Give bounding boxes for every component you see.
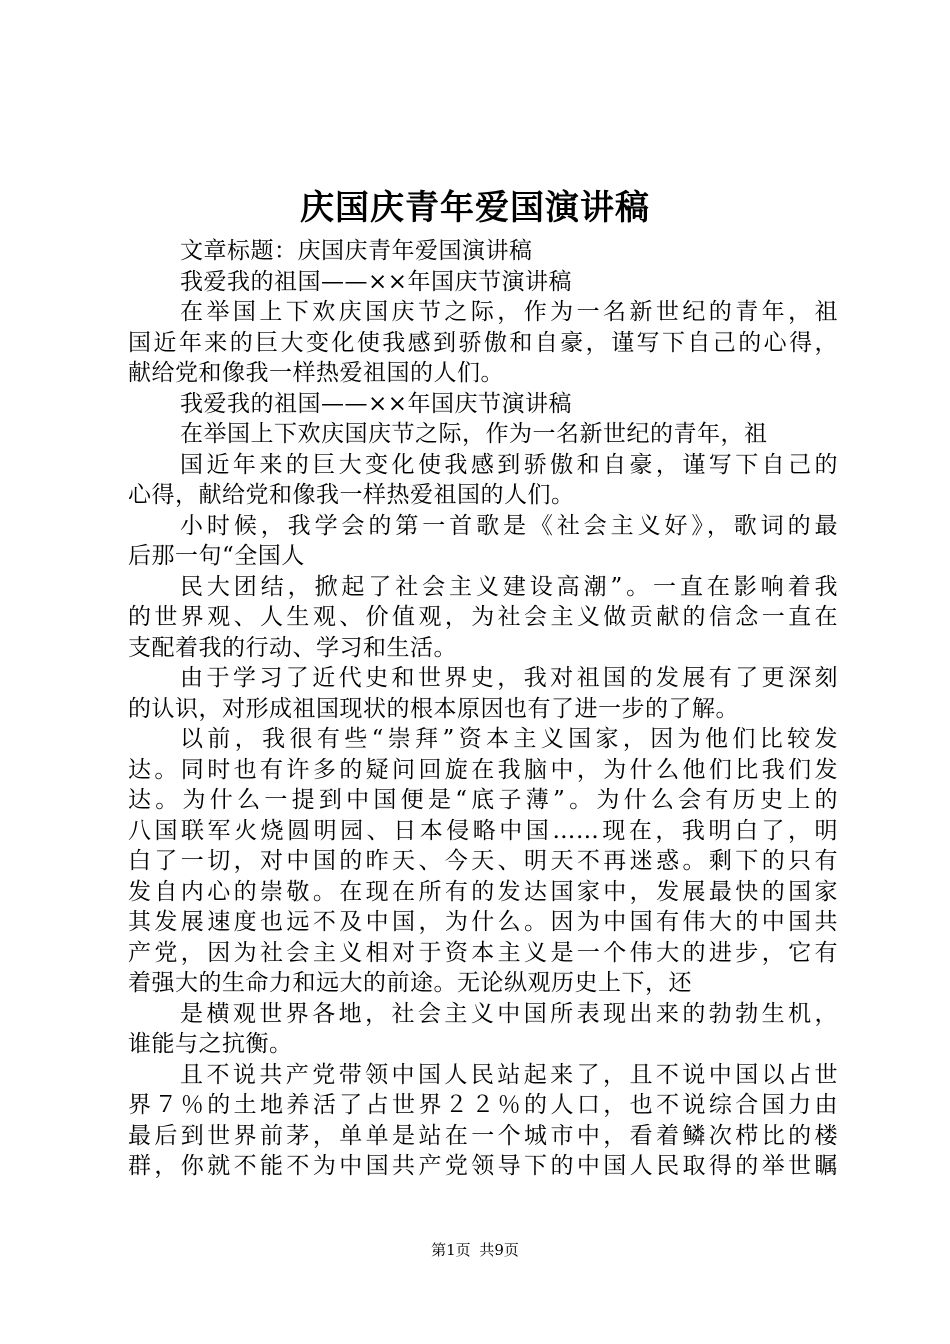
text-line: 着强大的生命力和远大的前途。无论纵观历史上下，还 [128, 970, 692, 996]
text-line: 国近年来的巨大变化使我感到骄傲和自豪，谨写下自己的 [180, 451, 838, 478]
text-line: 在举国上下欢庆国庆节之际，作为一名新世纪的青年，祖 [180, 421, 768, 447]
text-line: 我爱我的祖国——××年国庆节演讲稿 [180, 268, 573, 295]
text-line: 白了一切，对中国的昨天、今天、明天不再迷惑。剩下的只有 [128, 848, 838, 874]
text-line: 产党，因为社会主义相对于资本主义是一个伟大的进步，它有 [128, 939, 838, 966]
text-line: 的世界观、人生观、价值观，为社会主义做贡献的信念一直在 [128, 604, 838, 630]
page-total: 共9页 [479, 1241, 519, 1259]
text-line: 且不说共产党带领中国人民站起来了，且不说中国以占世 [180, 1061, 838, 1088]
text-line: 达。同时也有许多的疑问回旋在我脑中，为什么他们比我们发 [128, 756, 838, 783]
text-line: 献给党和像我一样热爱祖国的人们。 [128, 360, 504, 386]
text-line: 谁能与之抗衡。 [128, 1031, 293, 1057]
text-line: 的认识，对形成祖国现状的根本原因也有了进一步的了解。 [128, 695, 739, 722]
text-line: 由于学习了近代史和世界史，我对祖国的发展有了更深刻 [180, 665, 838, 691]
page-number: 第1页 [431, 1241, 471, 1259]
text-line: 达。为什么一提到中国便是“底子薄”。为什么会有历史上的 [128, 787, 838, 813]
text-line: 最后到世界前茅，单单是站在一个城市中，看着鳞次栉比的楼 [128, 1122, 838, 1149]
text-line: 我爱我的祖国——××年国庆节演讲稿 [180, 390, 573, 417]
text-line: 民大团结，掀起了社会主义建设高潮”。一直在影响着我 [180, 573, 838, 600]
text-line: 在举国上下欢庆国庆节之际，作为一名新世纪的青年，祖 [180, 299, 838, 325]
text-line: 小时候，我学会的第一首歌是《社会主义好》，歌词的最 [180, 512, 838, 539]
text-line: 群，你就不能不为中国共产党领导下的中国人民取得的举世瞩 [128, 1153, 838, 1179]
text-line: 文章标题：庆国庆青年爱国演讲稿 [180, 238, 533, 264]
page-footer [0, 1240, 950, 1260]
text-line: 国近年来的巨大变化使我感到骄傲和自豪，谨写下自己的心得， [128, 329, 838, 356]
text-line: 后那一句“全国人 [128, 543, 305, 569]
document-body [128, 236, 838, 1182]
page-title: 庆国庆青年爱国演讲稿 [300, 188, 650, 228]
text-line: 心得，献给党和像我一样热爱祖国的人们。 [128, 482, 575, 508]
text-line: 其发展速度也远不及中国，为什么。因为中国有伟大的中国共 [128, 909, 838, 935]
text-line: 以前，我很有些“崇拜”资本主义国家，因为他们比较发 [180, 726, 838, 752]
text-line: 是横观世界各地，社会主义中国所表现出来的勃勃生机， [180, 1000, 838, 1027]
text-line: 界７％的土地养活了占世界２２％的人口，也不说综合国力由 [128, 1092, 838, 1118]
text-line: 支配着我的行动、学习和生活。 [128, 634, 457, 661]
text-line: 八国联军火烧圆明园、日本侵略中国……现在，我明白了，明 [128, 817, 838, 844]
text-line: 发自内心的崇敬。在现在所有的发达国家中，发展最快的国家 [128, 878, 838, 905]
